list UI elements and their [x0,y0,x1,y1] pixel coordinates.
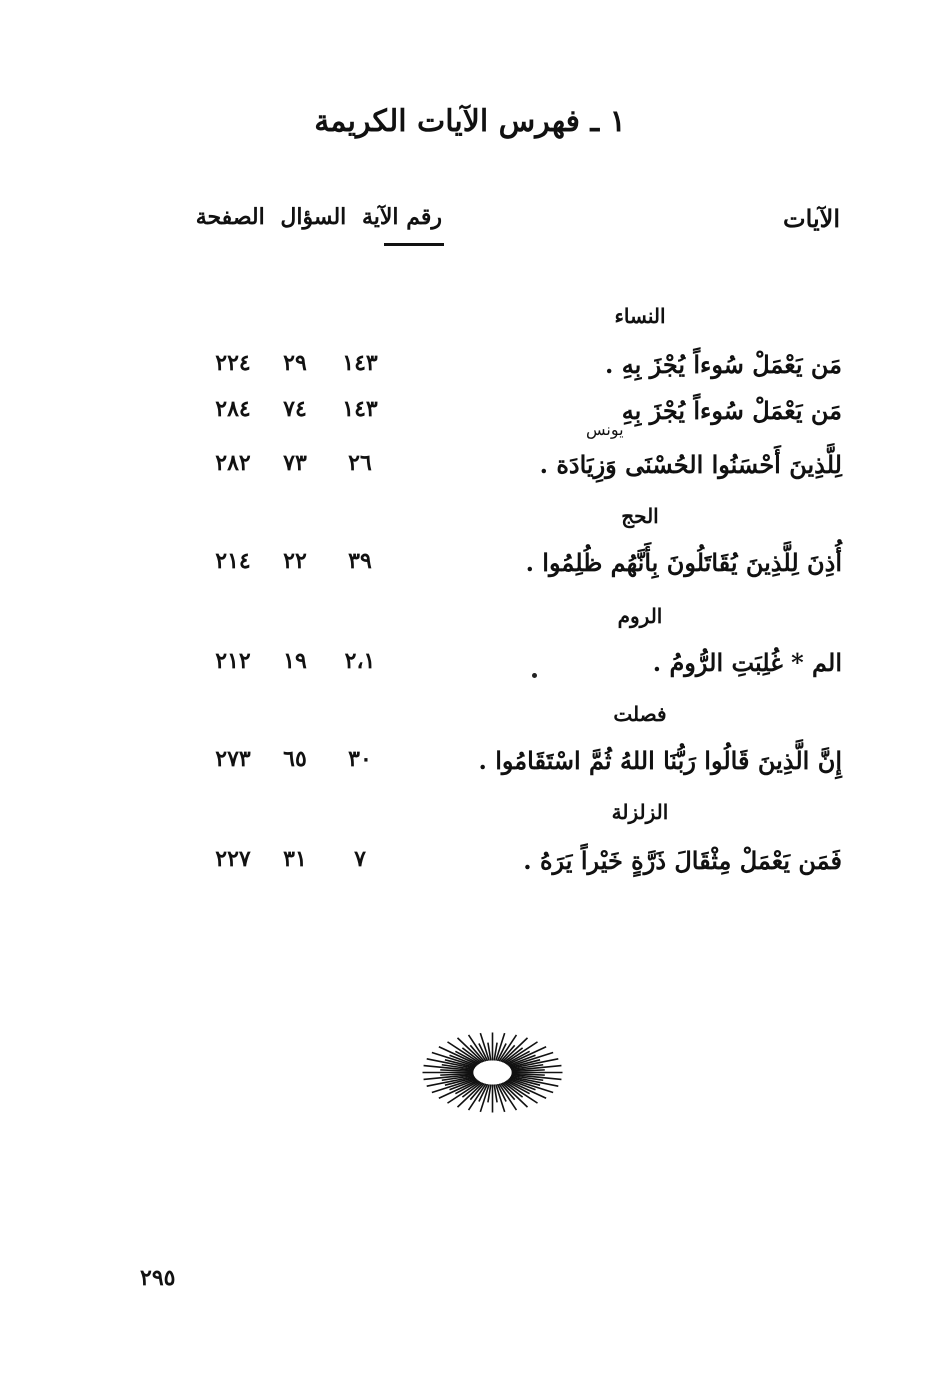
page-title: ١ ـ فهرس الآيات الكريمة [314,104,626,139]
header-page: الصفحة [196,204,442,256]
verse-text: لِلَّذِينَ أَحْسَنُوا الحُسْنَى وَزِيَادَة . [539,450,842,479]
page-ref: ٢٨٤ [215,396,251,422]
surah-heading: فصلت [613,702,667,726]
question-number: ٣١ [283,846,307,872]
question-number: ٧٣ [283,450,307,476]
page-ref: ٢٢٤ [215,350,251,376]
page-number: ٢٩٥ [140,1265,176,1291]
question-number: ٢٩ [283,350,307,376]
page-ref: ٢٢٧ [215,846,251,872]
header-aya-number: رقم الآية [361,204,442,230]
aya-number: ٧ [354,846,366,872]
aya-number: ١٤٣ [342,350,378,376]
surah-heading: الحج [621,504,659,528]
header-columns [132,204,442,256]
question-number: ٧٤ [283,396,307,422]
question-number: ٦٥ [283,746,307,772]
verse-text: أُذِنَ لِلَّذِينَ يُقَاتَلُونَ بِأَنَّهُم ظُلِمُوا . [525,548,842,577]
question-number: ١٩ [283,648,307,674]
header-question: السؤال [280,204,347,230]
question-number: ٢٢ [283,548,307,574]
verse-text: فَمَن يَعْمَلْ مِثْقَالَ ذَرَّةٍ خَيْراً يَرَهُ . [523,846,842,875]
surah-heading: الروم [617,604,663,628]
aya-number: ١٤٣ [342,396,378,422]
page-ref: ٢١٤ [215,548,251,574]
aya-number: ٣٩ [348,548,372,574]
page-ref: ٢٨٢ [215,450,251,476]
verse-text: الم * غُلِبَتِ الرُّومُ . [652,648,842,677]
verse-text: إِنَّ الَّذِينَ قَالُوا رَبُّنَا اللهُ ثُمَّ اسْتَقَامُوا . [478,746,842,775]
verse-text: مَن يَعْمَلْ سُوءاً يُجْزَ بِهِ . [605,350,842,379]
starburst-ornament-icon [420,1030,565,1115]
page-ref: ٢٧٣ [215,746,251,772]
verse-note: يونس [586,420,624,439]
aya-number: ٢٦ [348,450,372,476]
ink-dot [532,673,537,678]
aya-number: ٣٠ [348,746,372,772]
verse-text: مَن يَعْمَلْ سُوءاً يُجْزَ بِهِ [621,396,842,425]
page-ref: ٢١٢ [215,648,251,674]
header-verses: الآيات [783,204,840,233]
surah-heading: النساء [614,304,666,328]
aya-number: ٢،١ [344,648,376,674]
surah-heading: الزلزلة [611,800,669,824]
